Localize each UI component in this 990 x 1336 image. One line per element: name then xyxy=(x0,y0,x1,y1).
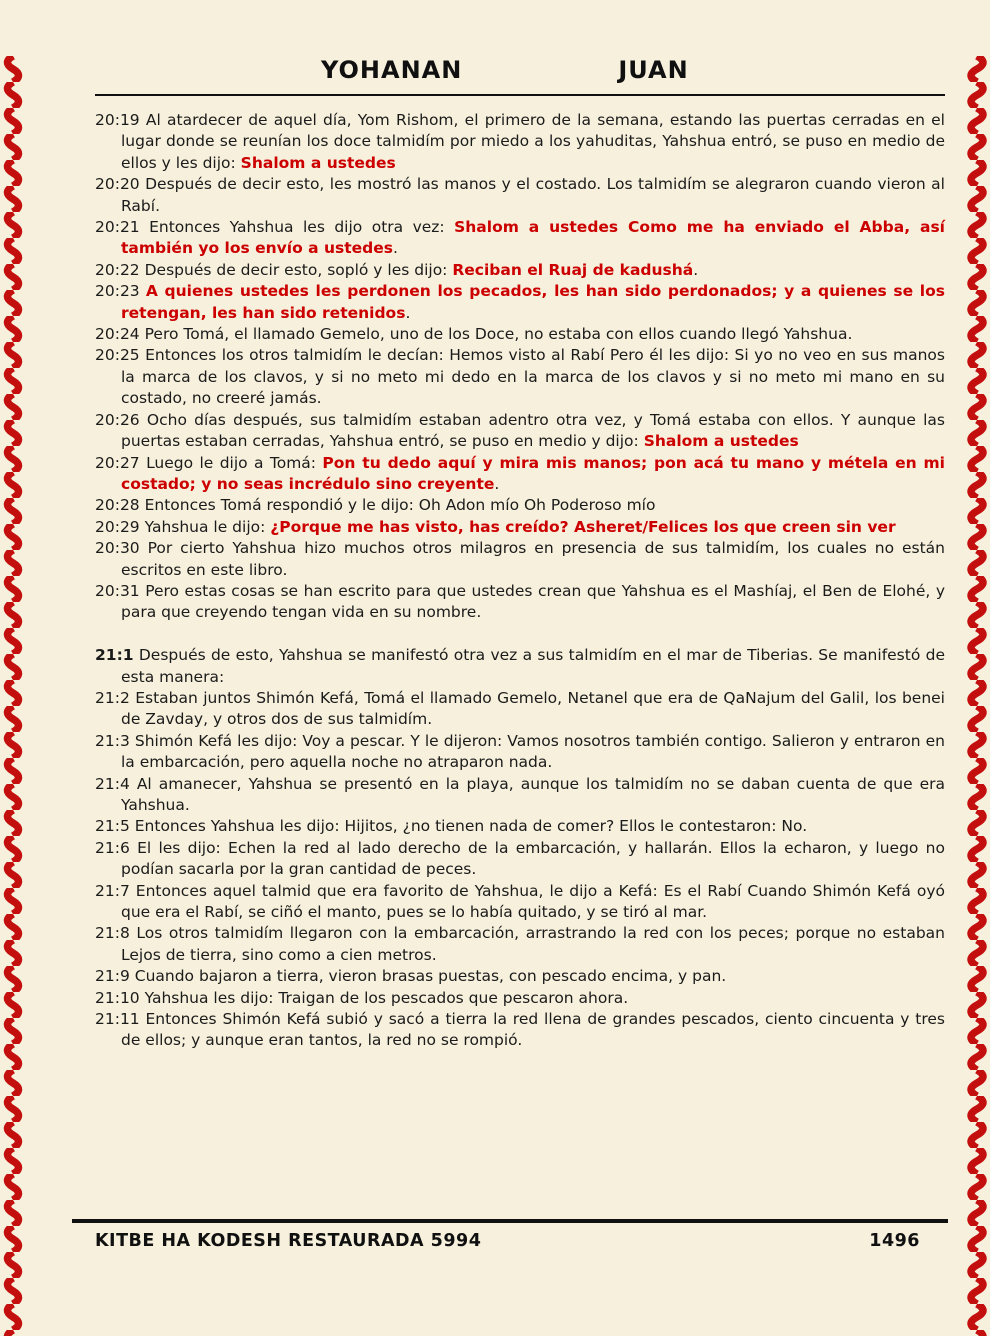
verse-text: . xyxy=(693,260,699,279)
header-title-spanish-name: JUAN xyxy=(618,56,689,84)
verse-text: Después de esto, Yahshua se manifestó otra vez a sus talmidím en el mar de Tiberias. Se manifestó de esta manera: xyxy=(121,646,945,686)
verse-number: 20:29 xyxy=(95,517,140,536)
verse-number: 21:7 xyxy=(95,881,130,900)
verse-number: 21:4 xyxy=(95,774,130,793)
verse-text: Después de decir esto, sopló y les dijo: xyxy=(144,260,453,279)
verse-21-9 xyxy=(95,966,945,987)
verse-text: Pero estas cosas se han escrito para que ustedes crean que Yahshua es el Mashíaj, el Ben de Elohé, y para que creyendo tengan vida en su nombre. xyxy=(121,581,945,622)
verse-number: 20:26 xyxy=(95,410,140,429)
verse-number: 21:8 xyxy=(95,924,130,943)
page-border-left-decoration xyxy=(0,56,26,1336)
verse-number: 21:1 xyxy=(95,646,134,665)
verse-20-22 xyxy=(95,260,945,281)
verse-text: El les dijo: Echen la red al lado derecho de la embarcación, y hallarán. Ellos la echaron, y luego no podían sacarla por la gran cantidad de peces. xyxy=(121,838,945,879)
verse-text: Yahshua les dijo: Traigan de los pescados que pescaron ahora. xyxy=(144,988,629,1007)
verse-number: 20:24 xyxy=(95,325,140,344)
verse-20-19 xyxy=(95,110,945,174)
verse-text: Al atardecer de aquel día, Yom Rishom, el primero de la semana, estando las puertas cerradas en el lugar donde se reunían los doce talmidím por miedo a los yahuditas, Yahshua entró, se puso en medio de ellos y les dijo: xyxy=(121,111,945,172)
header-title-hebrew-name: YOHANAN xyxy=(321,56,463,84)
verse-text: Entonces los otros talmidím le decían: Hemos visto al Rabí Pero él les dijo: Si yo no veo en sus manos la marca de los clavos, y si no meto mi dedo en la marca de los clavos y si no meto mi mano en su costado, no creeré jamás. xyxy=(121,346,945,408)
verses-container xyxy=(95,110,945,1052)
verse-number: 20:20 xyxy=(95,175,140,194)
verse-text: Por cierto Yahshua hizo muchos otros milagros en presencia de sus talmidím, los cuales no están escritos en este libro. xyxy=(121,539,945,579)
verse-text: Pero Tomá, el llamado Gemelo, uno de los Doce, no estaba con ellos cuando llegó Yahshua. xyxy=(144,325,853,344)
page-footer xyxy=(0,1219,990,1251)
verse-21-11 xyxy=(95,1009,945,1052)
verse-20-28 xyxy=(95,495,945,516)
verse-20-24 xyxy=(95,324,945,345)
verse-text-red: Pon tu dedo aquí y mira mis manos; pon acá tu mano y métela en mi costado; y no seas incrédulo sino creyente xyxy=(121,453,945,493)
verse-text: Entonces Shimón Kefá subió y sacó a tierra la red llena de grandes pescados, ciento cincuenta y tres de ellos; y aunque eran tantos, la red no se rompió. xyxy=(121,1010,945,1050)
verse-21-5 xyxy=(95,816,945,837)
verse-20-26 xyxy=(95,410,945,453)
verse-text: Yahshua le dijo: xyxy=(144,517,271,536)
verse-20-31 xyxy=(95,581,945,624)
verse-21-8 xyxy=(95,923,945,966)
verse-text: Los otros talmidím llegaron con la embarcación, arrastrando la red con los peces; porque no estaban Lejos de tierra, sino como a cien metros. xyxy=(121,924,945,964)
verse-text: Entonces Tomá respondió y le dijo: Oh Adon mío Oh Poderoso mío xyxy=(144,496,656,515)
verse-text: Entonces Yahshua les dijo otra vez: xyxy=(149,218,455,237)
verse-21-1 xyxy=(95,645,945,688)
verse-text: Shimón Kefá les dijo: Voy a pescar. Y le dijeron: Vamos nosotros también contigo. Salieron y entraron en la embarcación, pero aquella noche no atraparon nada. xyxy=(121,731,945,772)
verse-text-red: A quienes ustedes les perdonen los pecados, les han sido perdonados; y a quienes se los retengan, les han sido retenidos xyxy=(121,282,945,322)
verse-number: 20:22 xyxy=(95,260,140,279)
verse-21-3 xyxy=(95,731,945,774)
page-header xyxy=(95,56,945,84)
verse-21-6 xyxy=(95,838,945,881)
verse-20-23 xyxy=(95,281,945,324)
verse-text: Entonces Yahshua les dijo: Hijitos, ¿no tienen nada de comer? Ellos le contestaron: No. xyxy=(134,817,808,836)
verse-number: 20:19 xyxy=(95,111,140,129)
verse-text-red: ¿Porque me has visto, has creído? Asheret/Felices los que creen sin ver xyxy=(270,517,896,536)
verse-20-29 xyxy=(95,517,945,538)
verse-20-21 xyxy=(95,217,945,260)
verse-number: 21:2 xyxy=(95,688,130,707)
footer-page-number: 1496 xyxy=(869,1231,920,1251)
verse-text-red: Shalom a ustedes xyxy=(643,432,799,451)
verse-text-red: Shalom a ustedes Como me ha enviado el Abba, así también yo los envío a ustedes xyxy=(121,218,945,258)
verse-number: 21:3 xyxy=(95,731,130,750)
verse-20-30 xyxy=(95,538,945,581)
verse-number: 20:25 xyxy=(95,346,140,365)
verse-21-2 xyxy=(95,688,945,731)
verse-number: 21:6 xyxy=(95,838,130,857)
verse-text: Estaban juntos Shimón Kefá, Tomá el llamado Gemelo, Netanel que era de QaNajum del Galil, los benei de Zavday, y otros dos de sus talmidím. xyxy=(121,688,945,729)
verse-number: 21:11 xyxy=(95,1010,140,1029)
verse-number: 20:21 xyxy=(95,218,140,237)
verse-number: 21:9 xyxy=(95,967,130,986)
page-border-right-decoration xyxy=(964,56,990,1336)
verse-number: 20:30 xyxy=(95,539,140,558)
verse-21-10 xyxy=(95,988,945,1009)
verse-text: . xyxy=(392,239,398,258)
verse-text: Ocho días después, sus talmidím estaban adentro otra vez, y Tomá estaba con ellos. Y aunque las puertas estaban cerradas, Yahshua entró, se puso en medio y dijo: xyxy=(121,410,945,451)
verse-20-25 xyxy=(95,345,945,409)
verse-number: 20:23 xyxy=(95,282,140,301)
verse-number: 20:28 xyxy=(95,496,140,515)
verse-text: Entonces aquel talmid que era favorito de Yahshua, le dijo a Kefá: Es el Rabí Cuando Shimón Kefá oyó que era el Rabí, se ciñó el manto, pues se lo había quitado, y se tiró al mar. xyxy=(121,881,945,922)
verse-text: . xyxy=(405,303,411,322)
verse-number: 21:5 xyxy=(95,817,130,836)
verse-text: Al amanecer, Yahshua se presentó en la playa, aunque los talmidím no se daban cuenta de que era Yahshua. xyxy=(121,774,945,814)
page-root xyxy=(0,56,990,1336)
footer-rule xyxy=(72,1219,948,1223)
verse-number: 20:31 xyxy=(95,581,140,600)
verse-text-red: Reciban el Ruaj de kadushá xyxy=(452,260,694,279)
verse-text: Luego le dijo a Tomá: xyxy=(146,453,323,472)
verse-20-20 xyxy=(95,174,945,217)
verse-21-4 xyxy=(95,774,945,817)
verse-text-red: Shalom a ustedes xyxy=(240,153,396,172)
verse-text: Después de decir esto, les mostró las manos y el costado. Los talmidím se alegraron cuando vieron al Rabí. xyxy=(121,175,945,215)
verse-number: 21:10 xyxy=(95,988,140,1007)
footer-book-title: KITBE HA KODESH RESTAURADA 5994 xyxy=(95,1231,482,1251)
verse-number: 20:27 xyxy=(95,453,140,472)
verse-21-7 xyxy=(95,881,945,924)
verse-text: . xyxy=(494,474,500,493)
header-rule xyxy=(95,94,945,96)
verse-20-27 xyxy=(95,453,945,496)
verse-text: Cuando bajaron a tierra, vieron brasas puestas, con pescado encima, y pan. xyxy=(134,967,727,986)
